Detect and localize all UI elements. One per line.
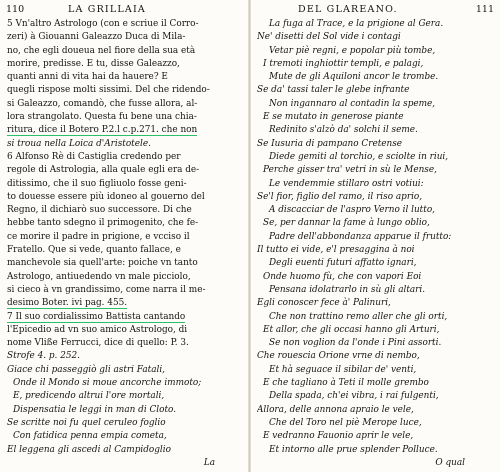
verse-line: Se scritte noi fu quel ceruleo foglio — [7, 417, 166, 428]
verse-line: Con fatidica penna empia cometa, — [13, 431, 167, 442]
verse-line: A discacciar de l'aspro Verno il lutto, — [269, 205, 435, 216]
text-line: to douesse essere più idoneo al gouerno del — [7, 191, 205, 202]
text-line: si cieco à vn grandissimo, come narra il me- — [7, 284, 206, 295]
page-number: 110 — [6, 4, 25, 15]
verse-line: Padre dell'abbondanza apparue il frutto: — [269, 231, 452, 242]
left-page-text — [7, 18, 245, 470]
verse-line: E se mutato in generose piante — [263, 112, 404, 123]
verse-line: Degli euenti futuri affatto ignari, — [269, 258, 417, 269]
right-running-header — [256, 3, 494, 17]
text-line: hebbe tanto sdegno il primogenito, che fe- — [7, 218, 199, 229]
text-line: Regno, il dichiarò suo successore. Di che — [7, 205, 192, 216]
verse-line: Dispensatia le leggi in man di Cloto. — [13, 404, 177, 415]
verse-line: Egli conoscer fece à' Palinuri, — [257, 298, 391, 309]
verse-line: Onde il Mondo si moue ancorche immoto; — [13, 378, 202, 389]
verse-line: La fuga al Trace, e la prigione al Gera. — [269, 19, 444, 29]
verse-line: Non ingannaro al contadin la speme, — [269, 98, 436, 109]
text-line: si troua nella Loica d'Aristotele. — [7, 138, 151, 149]
text-line: Astrologo, antiuedendo vn male picciolo, — [7, 271, 191, 282]
verse-line: Perche gisser tra' vetri in sù le Mense, — [263, 165, 437, 176]
verse-line: Et hà seguace il sibilar de' venti, — [269, 364, 417, 375]
verse-line: Che non trattino remo aller che gli orti, — [269, 311, 448, 322]
verse-line: Se Iusuria di pampano Cretense — [257, 138, 403, 149]
left-running-header — [6, 3, 244, 17]
text-line: quegli rispose molti sissimi. Del che ridendo- — [7, 85, 210, 96]
text-line: manchevole sia quell'arte: poiche vn tanto — [7, 258, 198, 269]
text-line: si Galeazzo, comandò, che fusse allora, al- — [7, 98, 198, 109]
text-line: regole di Astrologia, alla quale egli era de- — [7, 165, 200, 176]
verse-line: Che del Toro nel piè Merope luce, — [269, 417, 422, 428]
text-line: ce morire il padre in prigione, e vcciso il — [7, 231, 190, 242]
running-head: DEL GLAREANO. — [298, 4, 398, 15]
text-line: Strofe 4. p. 252. — [7, 351, 80, 362]
verse-line: Il tutto ei vide, e'l presaggina à noi — [257, 245, 415, 256]
verse-line: Mute de gli Aquiloni ancor le trombe. — [269, 72, 439, 83]
page-number: 111 — [475, 4, 494, 15]
verse-line: Et intorno alle prue splender Polluce. — [269, 444, 438, 455]
verse-line: E che tagliano à Teti il molle grembo — [263, 378, 429, 389]
verse-line: E, predicendo altrui l'ore mortali, — [13, 391, 165, 402]
text-line: no, che egli doueua nel fiore della sua età — [7, 45, 196, 56]
verse-line: Allora, delle annona apraio le vele, — [257, 404, 414, 415]
verse-line: Se, per dannar la fame à lungo oblio, — [263, 218, 430, 229]
verse-line: Se da' tassi taler le glebe infrante — [257, 85, 410, 96]
text-line — [7, 124, 245, 137]
verse-line: Et allor, che gli occasi hanno gli Arturi, — [263, 324, 440, 335]
verse-line: Pensana idolatrarlo in sù gli altari. — [269, 284, 426, 295]
text-line — [7, 297, 245, 310]
text-line: nome Vliße Ferrucci, dice di quello: P. 3. — [7, 338, 189, 349]
text-line: morire, predisse. E tu, disse Galeazzo, — [7, 58, 180, 69]
verse-line: Se'l fior, figlio del ramo, il riso aprio, — [257, 191, 423, 202]
verse-line: Che rouescia Orione vrne di nembo, — [257, 351, 420, 362]
verse-line: Redinito s'alzò da' solchi il seme. — [269, 125, 418, 136]
running-head: LA GRILLAIA — [68, 4, 146, 15]
text-line: 6 Alfonso Rè di Castiglia credendo per — [7, 151, 181, 162]
verse-line: Se non voglion da l'onde i Pini assorti. — [269, 338, 442, 349]
text-line: ditissimo, che il suo figliuolo fosse geni- — [7, 178, 187, 189]
verse-line: Ne' disetti del Sol vide i contagi — [257, 32, 401, 43]
right-page — [250, 0, 500, 472]
verse-line: Giace chi passeggiò gli astri Fatali, — [7, 364, 166, 375]
highlighted-text: ritura, dice il Botero P.2.l c.p.271. che non — [7, 125, 198, 136]
verse-line: Diede gemiti al torchio, e sciolte in riui, — [269, 151, 449, 162]
text-line: quanti anni di vita hai da hauere? E — [7, 72, 168, 83]
verse-line: I tremoti inghiottir templi, e palagi, — [263, 58, 424, 69]
verse-line: Vetar piè regni, e popolar più tombe, — [269, 45, 436, 56]
text-line — [7, 311, 245, 324]
right-page-text — [257, 18, 495, 470]
verse-line: El leggena gli ascedi al Campidoglio — [7, 444, 171, 455]
highlighted-text: 7 Il suo cordialissimo Battista cantando — [7, 311, 186, 322]
catchword: La — [203, 457, 215, 468]
highlighted-text: desimo Boter. ivi pag. 455. — [7, 298, 128, 309]
catchword: O qual — [435, 457, 465, 468]
verse-line: Della spada, ch'ei vibra, i rai fulgenti, — [269, 391, 439, 402]
text-line: lora strangolato. Questa fu bene una chia- — [7, 112, 197, 123]
verse-line: Onde huomo fù, che con vapori Eoi — [263, 271, 422, 282]
verse-line: E vedranno Fauonio aprir le vele, — [263, 431, 414, 442]
text-line: zeri) à Giouanni Galeazzo Duca di Mila- — [7, 32, 186, 43]
text-line: l'Epicedio ad vn suo amico Astrologo, di — [7, 324, 188, 335]
verse-line: Le vendemmie stillaro ostri votiui: — [269, 178, 424, 189]
text-line: Fratello. Que si vede, quanto fallace, e — [7, 245, 181, 256]
text-line: 5 Vn'altro Astrologo (con e scriue il Corro- — [7, 19, 199, 29]
